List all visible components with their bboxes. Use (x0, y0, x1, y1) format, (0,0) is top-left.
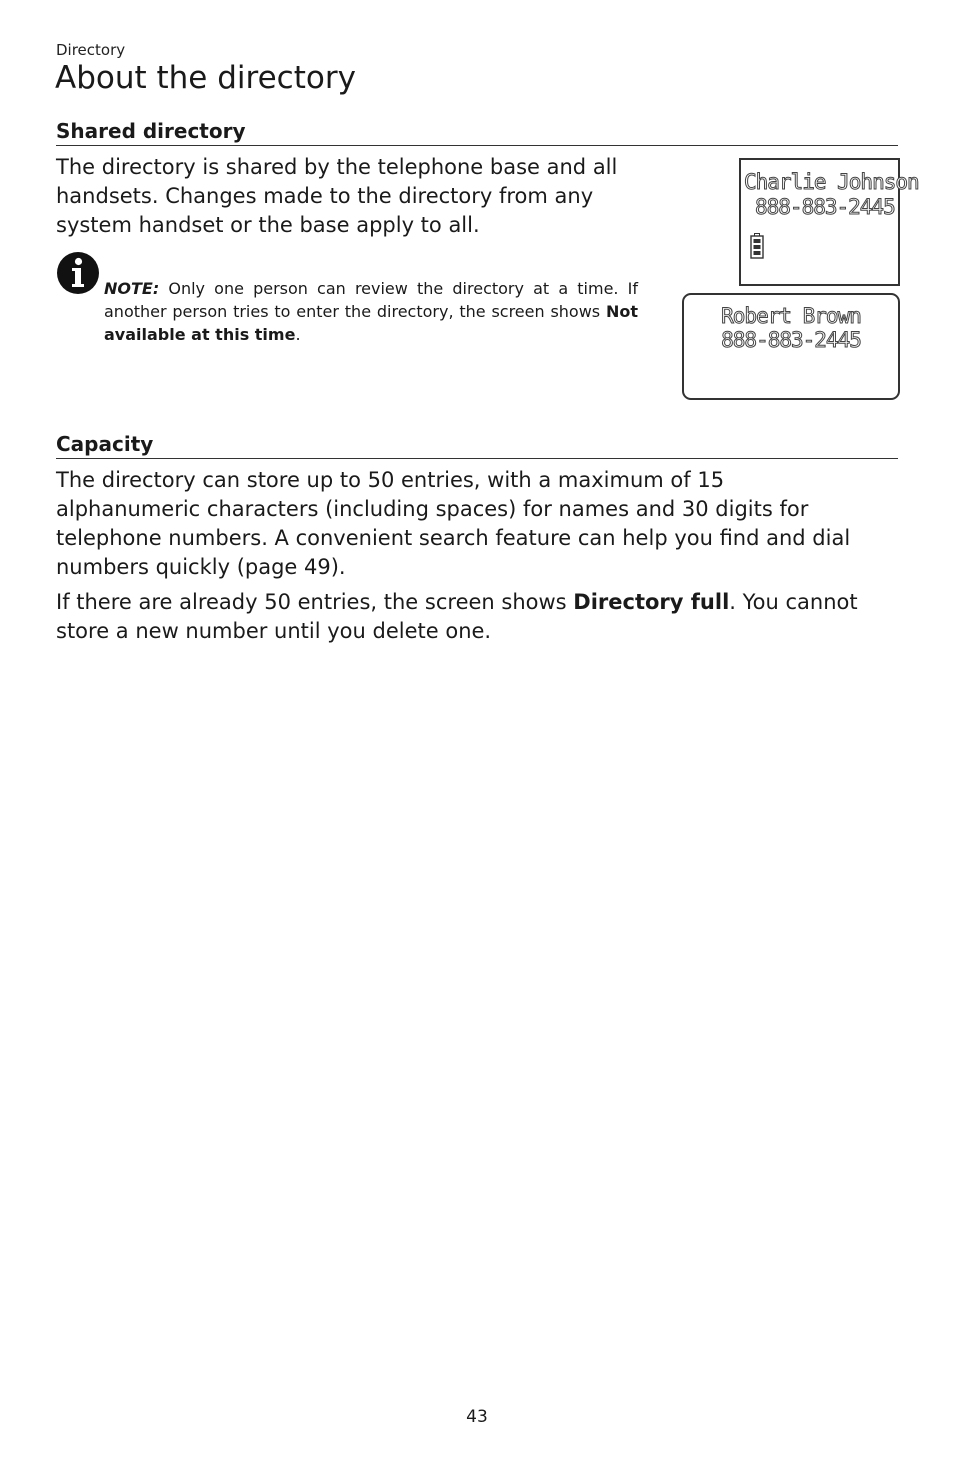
directory-full-emphasis: Directory full (573, 590, 730, 614)
paragraph-text: . You cannot (729, 590, 858, 614)
paragraph-line: alphanumeric characters (including spaces) for names and 30 digits for (56, 497, 809, 521)
base-screen-name: Robert Brown (721, 304, 861, 328)
info-icon (56, 251, 100, 295)
paragraph-line: handsets. Changes made to the directory from any (56, 184, 594, 208)
page-title: About the directory (55, 60, 356, 96)
section-heading-shared-directory: Shared directory (56, 119, 898, 146)
base-screen-number: 888-883-2445 (721, 328, 861, 352)
handset-screen (739, 158, 919, 286)
base-screen (682, 293, 900, 400)
capacity-paragraph-2 (56, 588, 858, 646)
paragraph-text: If there are already 50 entries, the screen shows (56, 590, 574, 614)
paragraph-line: The directory is shared by the telephone base and all (56, 155, 618, 179)
shared-directory-paragraph (56, 153, 617, 240)
battery-icon (750, 233, 764, 259)
note-end: . (295, 325, 301, 344)
page-number: 43 (466, 1407, 488, 1427)
paragraph-line: telephone numbers. A convenient search feature can help you find and dial (56, 526, 851, 550)
note-emphasis: Not available at this time (104, 302, 638, 344)
breadcrumb: Directory (56, 41, 126, 59)
handset-screen-name: Charlie Johnson (744, 170, 919, 194)
note-body: Only one person can review the directory at a time. If another person tries to enter the directory, the screen shows (104, 279, 638, 321)
section-heading-capacity: Capacity (56, 432, 898, 459)
paragraph-line: numbers quickly (page 49). (56, 555, 346, 579)
capacity-paragraph-1 (56, 466, 850, 582)
paragraph-line: store a new number until you delete one. (56, 619, 492, 643)
paragraph-line: The directory can store up to 50 entries, with a maximum of 15 (56, 468, 725, 492)
paragraph-line: system handset or the base apply to all. (56, 213, 480, 237)
handset-screen-number: 888-883-2445 (755, 195, 895, 219)
note-text (104, 277, 638, 346)
note-label: NOTE: (104, 279, 160, 298)
